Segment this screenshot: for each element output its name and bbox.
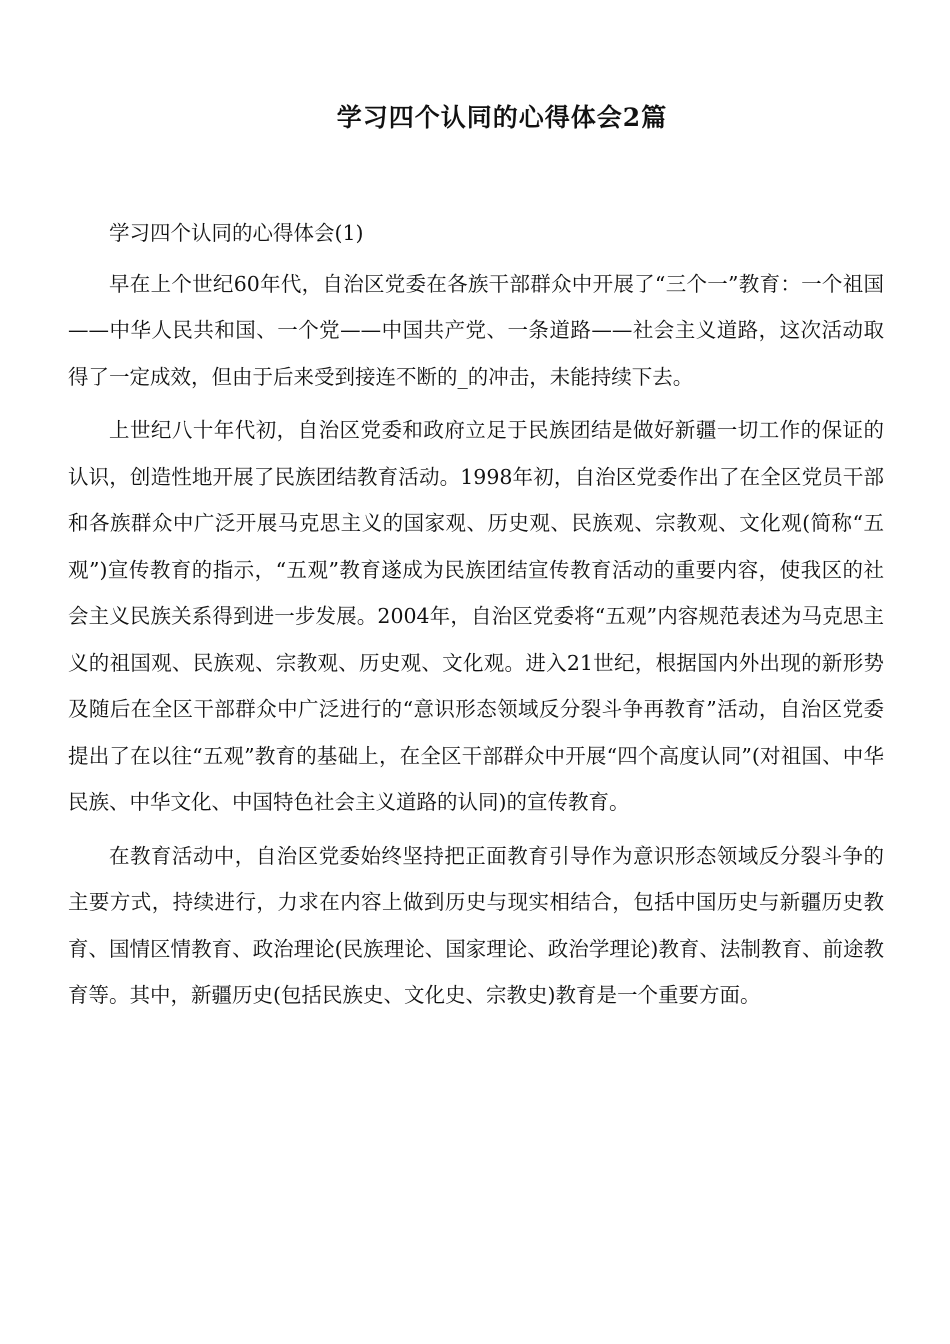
paragraph-2: 上世纪八十年代初，自治区党委和政府立足于民族团结是做好新疆一切工作的保证的认识，创造性地开展了民族团结教育活动。1998年初，自治区党委作出了在全区党员干部和各族群众中广泛开展马克思主义的国家观、历史观、民族观、宗教观、文化观(简称“五观”)宣传教育的指示，“五观”教育遂成为民族团结宣传教育活动的重要内容，使我区的社会主义民族关系得到进一步发展。2004年，自治区党委将“五观”内容规范表述为马克思主义的祖国观、民族观、宗教观、历史观、文化观。进入21世纪，根据国内外出现的新形势及随后在全区干部群众中广泛进行的“意识形态领域反分裂斗争再教育”活动，自治区党委提出了在以往“五观”教育的基础上，在全区干部群众中开展“四个高度认同”(对祖国、中华民族、中华文化、中国特色社会主义道路的认同)的宣传教育。 <box>68 418 884 814</box>
section-subheading: 学习四个认同的心得体会(1) <box>109 221 364 245</box>
paragraph-1: 早在上个世纪60年代，自治区党委在各族干部群众中开展了“三个一”教育：一个祖国——中华人民共和国、一个党——中国共产党、一条道路——社会主义道路，这次活动取得了一定成效，但由于后来受到接连不断的_的冲击，未能持续下去。 <box>68 271 884 389</box>
paragraph-3: 在教育活动中，自治区党委始终坚持把正面教育引导作为意识形态领域反分裂斗争的主要方式，持续进行，力求在内容上做到历史与现实相结合，包括中国历史与新疆历史教育、国情区情教育、政治理论(民族理论、国家理论、政治学理论)教育、法制教育、前途教育等。其中，新疆历史(包括民族史、文化史、宗教史)教育是一个重要方面。 <box>68 843 884 1007</box>
document-title: 学习四个认同的心得体会2篇 <box>336 103 668 132</box>
document-body <box>68 210 884 1026</box>
